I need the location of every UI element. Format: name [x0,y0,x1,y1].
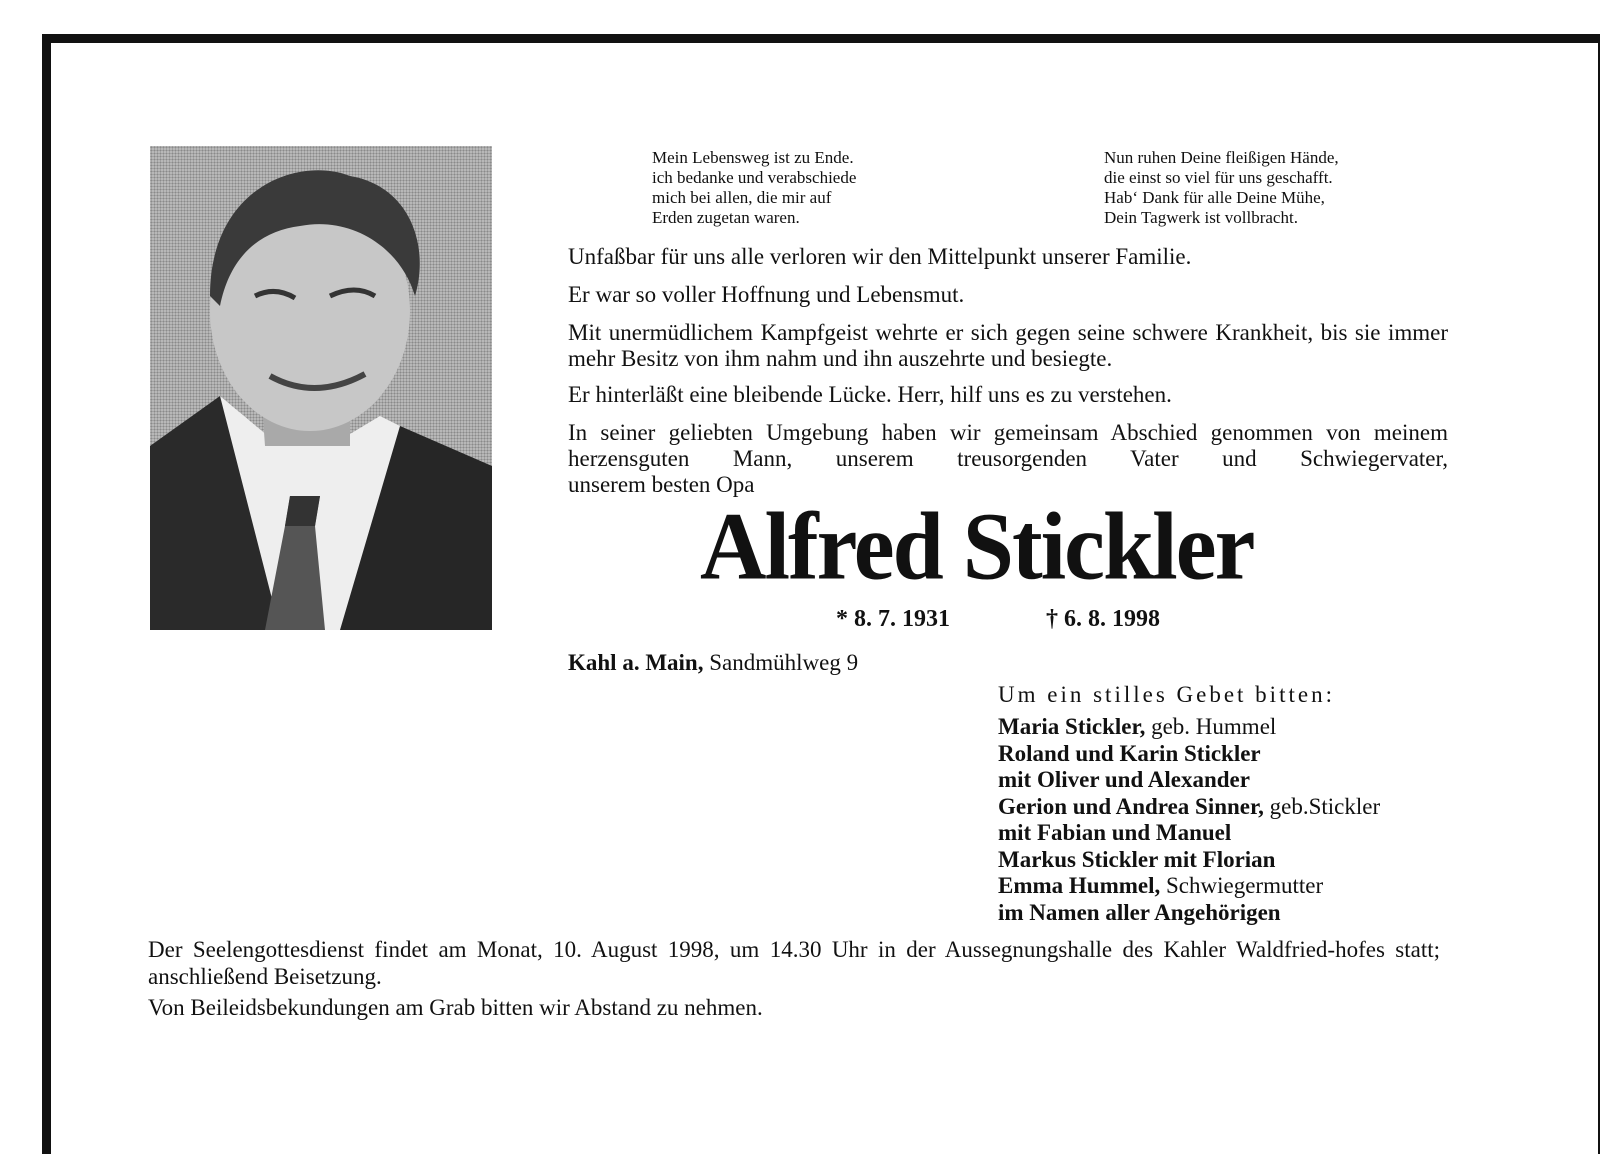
portrait-photo [150,146,492,630]
intro-paragraph-5: In seiner geliebten Umgebung haben wir gemeinsam Abschied genommen von meinem herzensguten Mann, unserem treusorgenden Vater und Schwiegervater, [568,420,1448,471]
intro-paragraph-1: Unfaßbar für uns alle verloren wir den Mittelpunkt unserer Familie. [568,244,1192,269]
poem-right-line: Nun ruhen Deine fleißigen Hände, [1104,148,1339,167]
mourners-heading: Um ein stilles Gebet bitten: [998,682,1335,707]
poem-left-line: Mein Lebensweg ist zu Ende. [652,148,854,167]
mourner-note: Schwiegermutter [1166,873,1324,898]
poem-right-line: die einst so viel für uns geschafft. [1104,168,1333,187]
portrait-illustration [150,146,492,630]
mourner-name: mit Oliver und Alexander [998,767,1250,792]
poem-left-line: ich bedanke und verabschiede [652,168,857,187]
poem-left [652,148,856,228]
intro-paragraph-5-end: unserem besten Opa [568,472,755,497]
mourner-line [998,873,1380,900]
mourner-name: Maria Stickler, [998,714,1146,739]
intro-paragraph-2: Er war so voller Hoffnung und Lebensmut. [568,282,965,307]
poem-left-line: mich bei allen, die mir auf [652,188,832,207]
intro-paragraph-4: Er hinterläßt eine bleibende Lücke. Herr, hilf uns es zu verstehen. [568,382,1172,407]
mourner-name: Emma Hummel, [998,873,1161,898]
mourner-line [998,820,1380,847]
mourner-line [998,847,1380,874]
mourner-line [998,767,1380,794]
poem-right [1104,148,1339,228]
mourner-name: Markus Stickler mit Florian [998,846,1276,872]
mourner-note: geb. Hummel [1151,714,1277,739]
mourner-note: geb.Stickler [1269,793,1381,819]
address-street: Sandmühlweg 9 [709,650,859,675]
mourner-line [998,900,1380,927]
condolence-request: Von Beileidsbekundungen am Grab bitten wir Abstand zu nehmen. [148,995,763,1020]
mourner-line [998,741,1380,768]
poem-right-line: Dein Tagwerk ist vollbracht. [1104,208,1298,227]
mourners-list [998,714,1380,926]
deceased-name: Alfred Stickler [700,492,1254,600]
address [568,650,858,676]
mourner-name: mit Fabian und Manuel [998,820,1232,845]
poem-left-line: Erden zugetan waren. [652,208,800,227]
birth-date: * 8. 7. 1931 [836,606,950,632]
mourner-line [998,794,1380,821]
address-town: Kahl a. Main, [568,650,704,675]
intro-paragraph-3: Mit unermüdlichem Kampfgeist wehrte er sich gegen seine schwere Krankheit, bis sie immer mehr Besitz von ihm nahm und ihn auszehrte und besiegte. [568,320,1448,371]
death-date: † 6. 8. 1998 [1046,606,1160,632]
funeral-service-text: Der Seelengottesdienst findet am Monat, 10. August 1998, um 14.30 Uhr in der Aussegnungshalle des Kahler Waldfried-hofes statt; anschließend Beisetzung. [148,937,1440,989]
mourner-name: Gerion und Andrea Sinner, [998,793,1264,819]
mourner-line [998,714,1380,741]
mourner-name: Roland und Karin Stickler [998,740,1261,766]
poem-right-line: Hab‘ Dank für alle Deine Mühe, [1104,188,1325,207]
mourner-name: im Namen aller Angehörigen [998,899,1281,925]
